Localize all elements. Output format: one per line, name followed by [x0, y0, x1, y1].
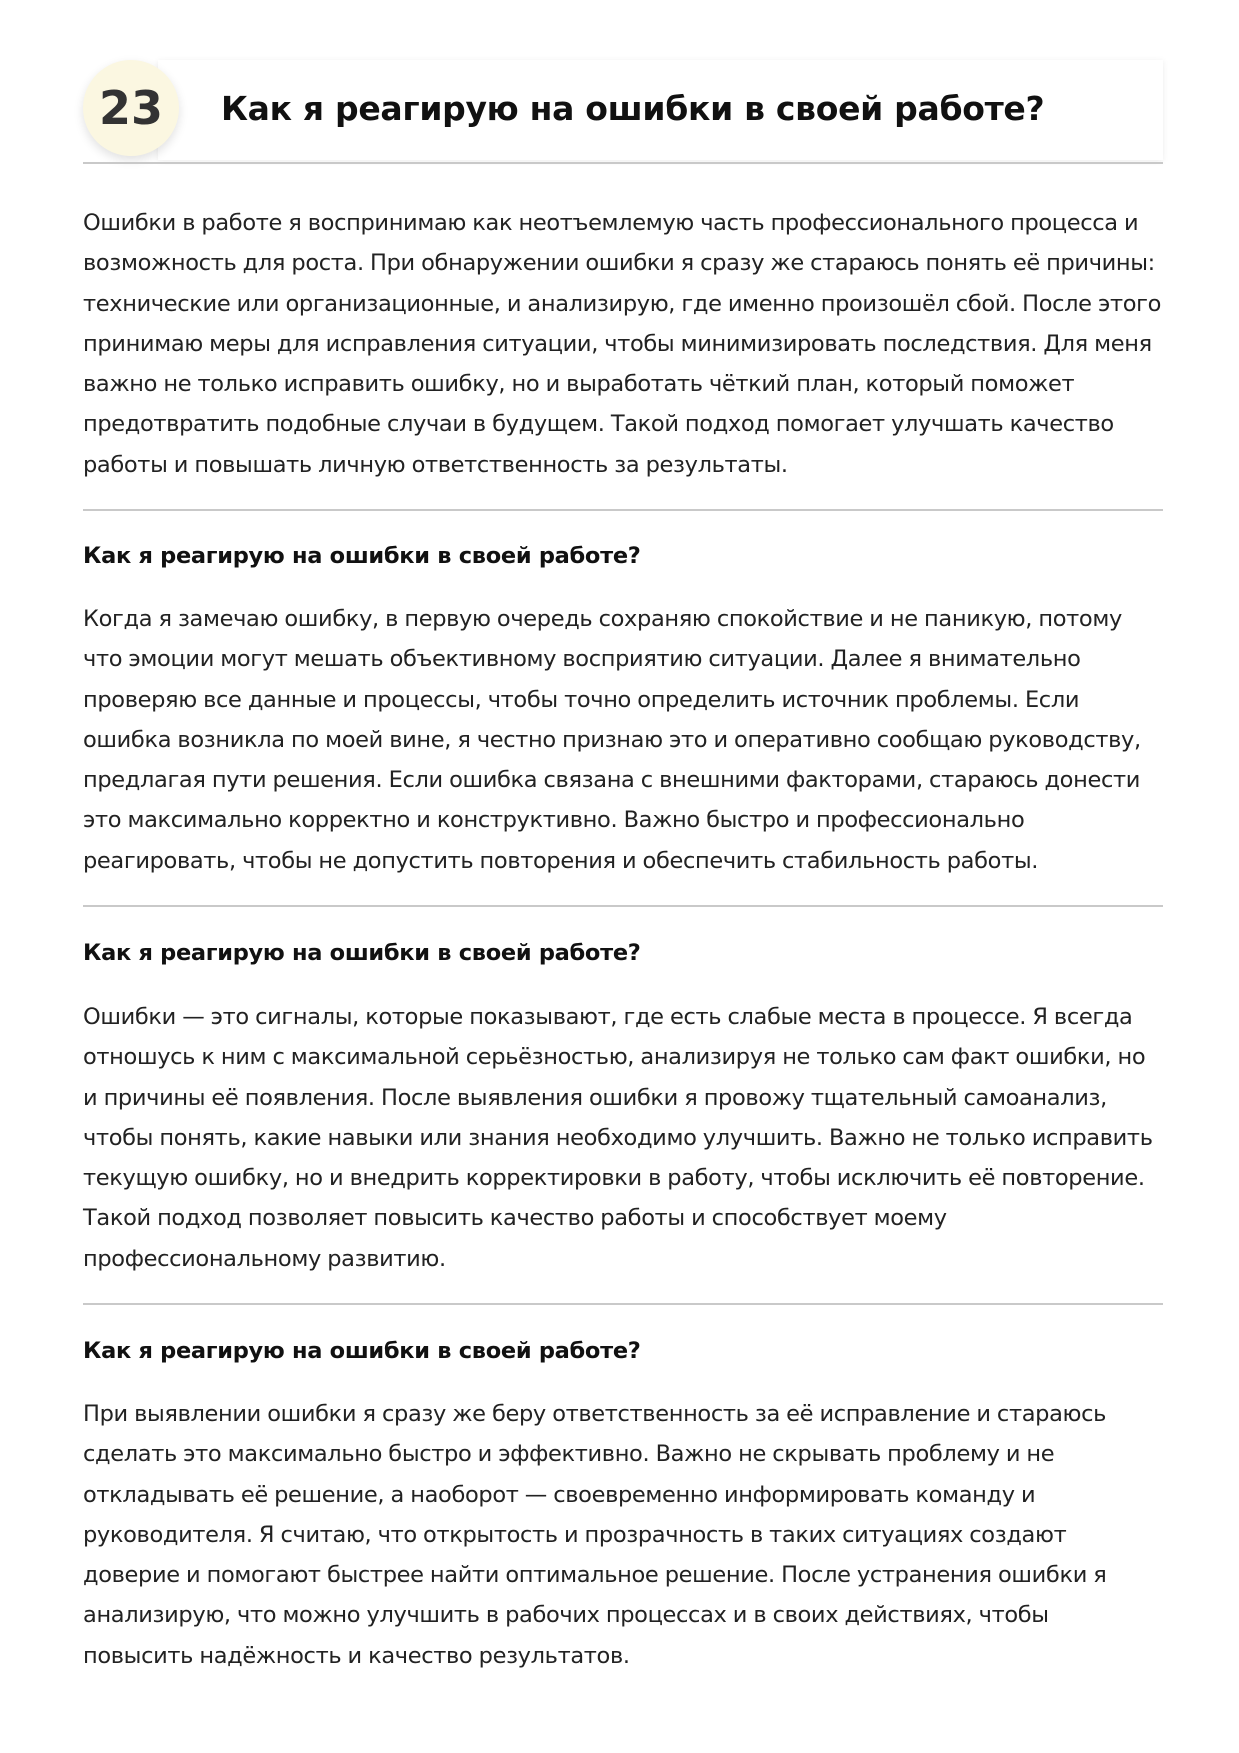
section-heading: Как я реагирую на ошибки в своей работе?: [83, 543, 641, 569]
section-divider: [83, 509, 1163, 511]
intro-paragraph: Ошибки в работе я воспринимаю как неотъемлемую часть профессионального процесса и возможность для роста. При обнаружении ошибки я сразу же стараюсь понять её причины: технические или организационные, и анализирую, где именно произошёл сбой. После этого принимаю меры для исправления ситуации, чтобы минимизировать последствия. Для меня важно не только исправить ошибку, но и выработать чёткий план, который поможет предотвратить подобные случаи в будущем. Такой подход помогает улучшать качество работы и повышать личную ответственность за результаты.: [83, 210, 1162, 478]
page-title: Как я реагирую на ошибки в своей работе?: [221, 89, 1045, 128]
document-page: [83, 0, 1163, 1669]
section-heading: Как я реагирую на ошибки в своей работе?: [83, 1338, 641, 1364]
page-header: [83, 0, 1163, 163]
header-divider: [83, 162, 1163, 164]
section-divider: [83, 905, 1163, 907]
question-number-badge: 23: [83, 60, 179, 156]
section-paragraph: При выявлении ошибки я сразу же беру ответственность за её исправление и стараюсь сделать это максимально быстро и эффективно. Важно не скрывать проблему и не откладывать её решение, а наоборот — своевременно информировать команду и руководителя. Я считаю, что открытость и прозрачность в таких ситуациях создают доверие и помогают быстрее найти оптимальное решение. После устранения ошибки я анализирую, что можно улучшить в рабочих процессах и в своих действиях, чтобы повысить надёжность и качество результатов.: [83, 1401, 1107, 1669]
section-paragraph: Ошибки — это сигналы, которые показывают, где есть слабые места в процессе. Я всегда отношусь к ним с максимальной серьёзностью, анализируя не только сам факт ошибки, но и причины её появления. После выявления ошибки я провожу тщательный самоанализ, чтобы понять, какие навыки или знания необходимо улучшить. Важно не только исправить текущую ошибку, но и внедрить корректировки в работу, чтобы исключить её повторение. Такой подход позволяет повысить качество работы и способствует моему профессиональному развитию.: [83, 1004, 1153, 1272]
section-divider: [83, 1303, 1163, 1305]
section-paragraph: Когда я замечаю ошибку, в первую очередь сохраняю спокойствие и не паникую, потому что эмоции могут мешать объективному восприятию ситуации. Далее я внимательно проверяю все данные и процессы, чтобы точно определить источник проблемы. Если ошибка возникла по моей вине, я честно признаю это и оперативно сообщаю руководству, предлагая пути решения. Если ошибка связана с внешними факторами, стараюсь донести это максимально корректно и конструктивно. Важно быстро и профессионально реагировать, чтобы не допустить повторения и обеспечить стабильность работы.: [83, 606, 1141, 874]
section-heading: Как я реагирую на ошибки в своей работе?: [83, 940, 641, 966]
